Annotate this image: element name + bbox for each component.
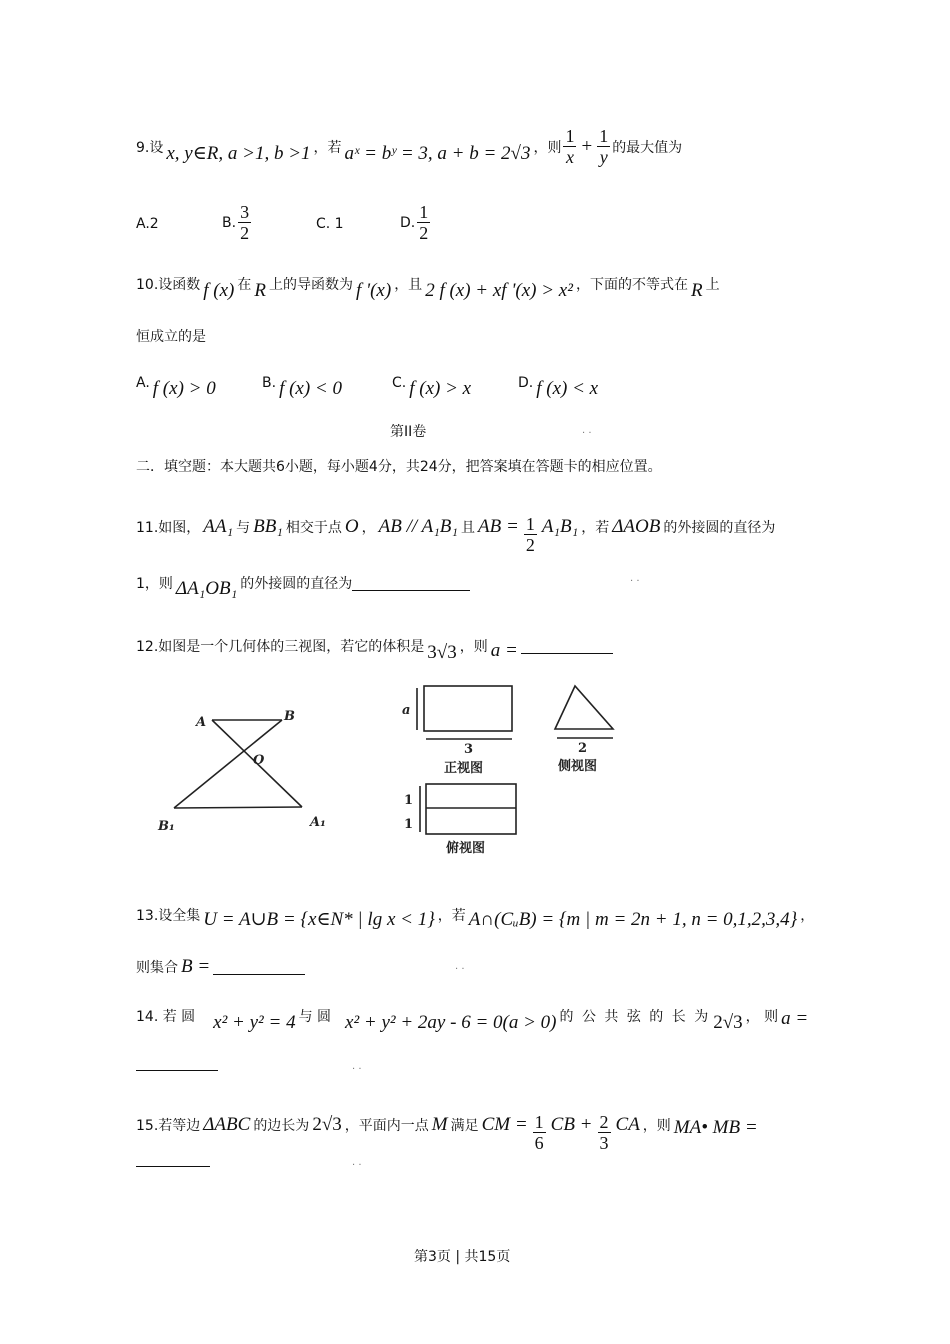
q14-circle-2: x² + y² + 2ay - 6 = 0(a > 0) [345, 1012, 557, 1033]
q9-option-a [136, 216, 159, 232]
q10-text: 恒成立的是 [136, 329, 206, 345]
option-label: C. [392, 375, 407, 391]
q11-text: 且 [461, 519, 476, 536]
answer-blank[interactable] [521, 639, 613, 654]
q15-side: 2√3 [312, 1113, 342, 1135]
option-label: D. [400, 214, 416, 231]
q9-equation: aˣ = bʸ = 3, a + b = 2√3 [344, 142, 531, 164]
option-label: B. [222, 214, 237, 231]
numerator: 1 [565, 126, 575, 146]
label-a1: A₁ [310, 815, 326, 830]
side-view-label: 侧视图 [558, 759, 598, 774]
q11-triangle: ΔA₁OB₁ [175, 578, 238, 599]
option-text: C. 1 [316, 216, 344, 232]
q11-parallel: AB // A₁B₁ [378, 515, 459, 537]
dim-label-1: 1 [404, 817, 414, 832]
q13-universal-set: U = A∪B = {x∈N* | lg x < 1} [203, 909, 435, 930]
q15-text: ，平面内一点 [344, 1117, 429, 1134]
segment-bb1 [174, 720, 282, 808]
answer-blank[interactable] [136, 1056, 218, 1071]
front-view-rect [424, 686, 512, 731]
q14-number: 14. 若 圆 [136, 1009, 196, 1025]
fraction [533, 1112, 546, 1153]
dots-mark: · · [352, 1064, 362, 1075]
q9-text: ，若 [313, 139, 342, 156]
option-expr: f (x) > x [409, 378, 472, 399]
q10-text: 上 [705, 277, 720, 293]
denominator: 2 [419, 223, 429, 243]
q9-text: ，则 [533, 139, 562, 156]
section-title-text: 第II卷 [390, 424, 427, 440]
numerator: 3 [240, 202, 250, 222]
denominator: 6 [534, 1133, 544, 1153]
option-label: B. [262, 375, 277, 391]
q9-option-c [316, 216, 344, 232]
q11-text: 与 [236, 519, 251, 536]
q11-number: 11.如图， [136, 519, 201, 536]
question-9 [136, 126, 682, 167]
answer-blank[interactable] [213, 960, 305, 975]
q11-segment: A₁B₁ [541, 515, 579, 537]
top-view-label: 俯视图 [446, 841, 486, 856]
question-15 [136, 1096, 761, 1153]
q11-line-2 [136, 566, 470, 600]
q9-number: 9.设 [136, 139, 164, 156]
q10-derivative: f '(x) [356, 280, 392, 301]
fraction [417, 202, 430, 243]
dim-label-1: 1 [404, 793, 414, 808]
q15-number: 15.若等边 [136, 1117, 201, 1134]
side-view-triangle [555, 686, 613, 729]
question-10 [136, 266, 720, 302]
q14-line-2 [136, 1056, 218, 1071]
numerator: 1 [419, 202, 429, 222]
plus-sign: + [581, 135, 593, 157]
question-13 [136, 898, 814, 931]
q15-point: M [431, 1113, 448, 1135]
q13-intersection: A∩(CᵤB) = {m | m = 2n + 1, n = 0,1,2,3,4} [468, 908, 798, 930]
fraction [598, 1112, 611, 1153]
q15-cb: CB + [550, 1113, 593, 1135]
denominator: x [565, 147, 574, 167]
segment-b1a1 [174, 807, 302, 808]
q11-text: 相交于点 [285, 519, 342, 536]
numerator: 1 [525, 514, 535, 534]
option-expr: f (x) > 0 [152, 378, 216, 399]
option-label: D. [518, 375, 534, 391]
q14-text: 的 公 共 弦 的 长 为 [559, 1009, 711, 1025]
dots-mark: · · [630, 576, 640, 587]
fraction [524, 514, 537, 555]
q11-text: ，若 [581, 519, 610, 536]
q10-option-c [392, 366, 474, 400]
option-label: A. [136, 375, 150, 391]
label-o: O [253, 753, 265, 768]
label-b: B [284, 709, 295, 724]
q11-segment: BB₁ [253, 515, 283, 537]
q9-condition: x, y∈R, a >1, b >1 [166, 143, 311, 164]
figure-three-views [380, 680, 640, 860]
dim-label-3: 3 [464, 742, 474, 757]
denominator: 2 [240, 223, 250, 243]
q10-inequality: 2 f (x) + xf '(x) > x² [425, 280, 573, 301]
label-b1: B₁ [158, 819, 175, 834]
numerator: 1 [599, 126, 609, 146]
question-14 [136, 998, 811, 1034]
q11-text: ， [361, 519, 376, 536]
q10-text: ，下面的不等式在 [575, 277, 688, 293]
front-view-label: 正视图 [444, 761, 484, 776]
q14-text: ， 则 [745, 1009, 779, 1025]
q10-option-d [518, 366, 601, 400]
figure-crossing-triangles [136, 680, 366, 840]
question-12 [136, 628, 613, 664]
dim-label-a: a [402, 703, 411, 718]
q9-option-b [222, 202, 253, 243]
q14-text: 与 圆 [298, 1009, 332, 1025]
q14-length: 2√3 [713, 1012, 743, 1033]
instructions-text: 二．填空题：本大题共6小题，每小题4分，共24分，把答案填在答题卡的相应位置。 [136, 459, 662, 475]
q11-point: O [344, 515, 359, 537]
dots-mark: · · [582, 428, 592, 439]
page-footer [414, 1246, 510, 1266]
q15-text: ，则 [642, 1117, 671, 1134]
q10-text: 在 [237, 277, 252, 293]
option-text: A.2 [136, 216, 159, 232]
q12-a: a = [490, 640, 518, 661]
answer-blank[interactable] [136, 1152, 210, 1167]
q13-number: 13.设全集 [136, 907, 201, 924]
q10-line-2 [136, 326, 206, 346]
q9-fraction-1y [597, 126, 610, 167]
q15-text: 的边长为 [253, 1117, 310, 1134]
dim-label-2: 2 [578, 741, 588, 756]
q12-text: ，则 [459, 639, 488, 655]
q12-text: 12.如图是一个几何体的三视图，若它的体积是 [136, 639, 425, 655]
q15-triangle: ΔABC [203, 1113, 251, 1135]
top-view-rect [426, 784, 516, 834]
q10-text: 上的导函数为 [269, 277, 353, 293]
option-expr: f (x) < 0 [279, 378, 342, 399]
q11-text: 1，则 [136, 576, 173, 592]
q12-volume: 3√3 [427, 642, 457, 663]
q10-R: R [254, 280, 266, 301]
q9-fraction-1x [563, 126, 576, 167]
q15-line-2 [136, 1152, 210, 1167]
denominator: y [599, 147, 608, 167]
q11-triangle: ΔAOB [612, 515, 661, 537]
q11-text: 的外接圆的直径为 [663, 519, 776, 536]
numerator: 1 [534, 1112, 544, 1132]
section-instructions [136, 456, 662, 476]
q13-b: B = [181, 956, 211, 977]
question-11 [136, 498, 775, 555]
q13-text: ，若 [437, 907, 466, 924]
numerator: 2 [599, 1112, 609, 1132]
denominator: 2 [525, 535, 535, 555]
q15-ca: CA [615, 1113, 640, 1135]
answer-blank[interactable] [352, 576, 470, 591]
q14-circle-1: x² + y² = 4 [213, 1012, 296, 1033]
q10-number: 10.设函数 [136, 277, 201, 293]
q10-option-a [136, 366, 219, 400]
q14-a: a = [781, 1008, 809, 1029]
dots-mark: · · [352, 1160, 362, 1171]
q13-text: ， [800, 907, 815, 924]
q15-dot-product: MA• MB = [673, 1116, 758, 1138]
q15-text: 满足 [450, 1117, 479, 1134]
q11-segment: AA₁ [203, 515, 234, 537]
page-number: 第3页 | 共15页 [414, 1249, 511, 1265]
q10-R: R [690, 280, 703, 301]
q15-cm: CM = [481, 1113, 528, 1135]
q10-option-b [262, 366, 345, 400]
dots-mark: · · [455, 964, 465, 975]
section-title [390, 421, 426, 441]
option-expr: f (x) < x [536, 378, 599, 399]
q11-text: 的外接圆的直径为 [240, 576, 353, 592]
q13-line-2 [136, 956, 305, 978]
q9-text: 的最大值为 [612, 139, 683, 156]
q11-ab: AB = [478, 515, 519, 537]
q9-option-d [400, 202, 432, 243]
q13-text: 则集合 [136, 960, 178, 976]
denominator: 3 [599, 1133, 609, 1153]
q10-fx: f (x) [203, 280, 235, 301]
fraction [238, 202, 251, 243]
label-a: A [196, 715, 207, 730]
q10-text: ，且 [394, 277, 423, 293]
